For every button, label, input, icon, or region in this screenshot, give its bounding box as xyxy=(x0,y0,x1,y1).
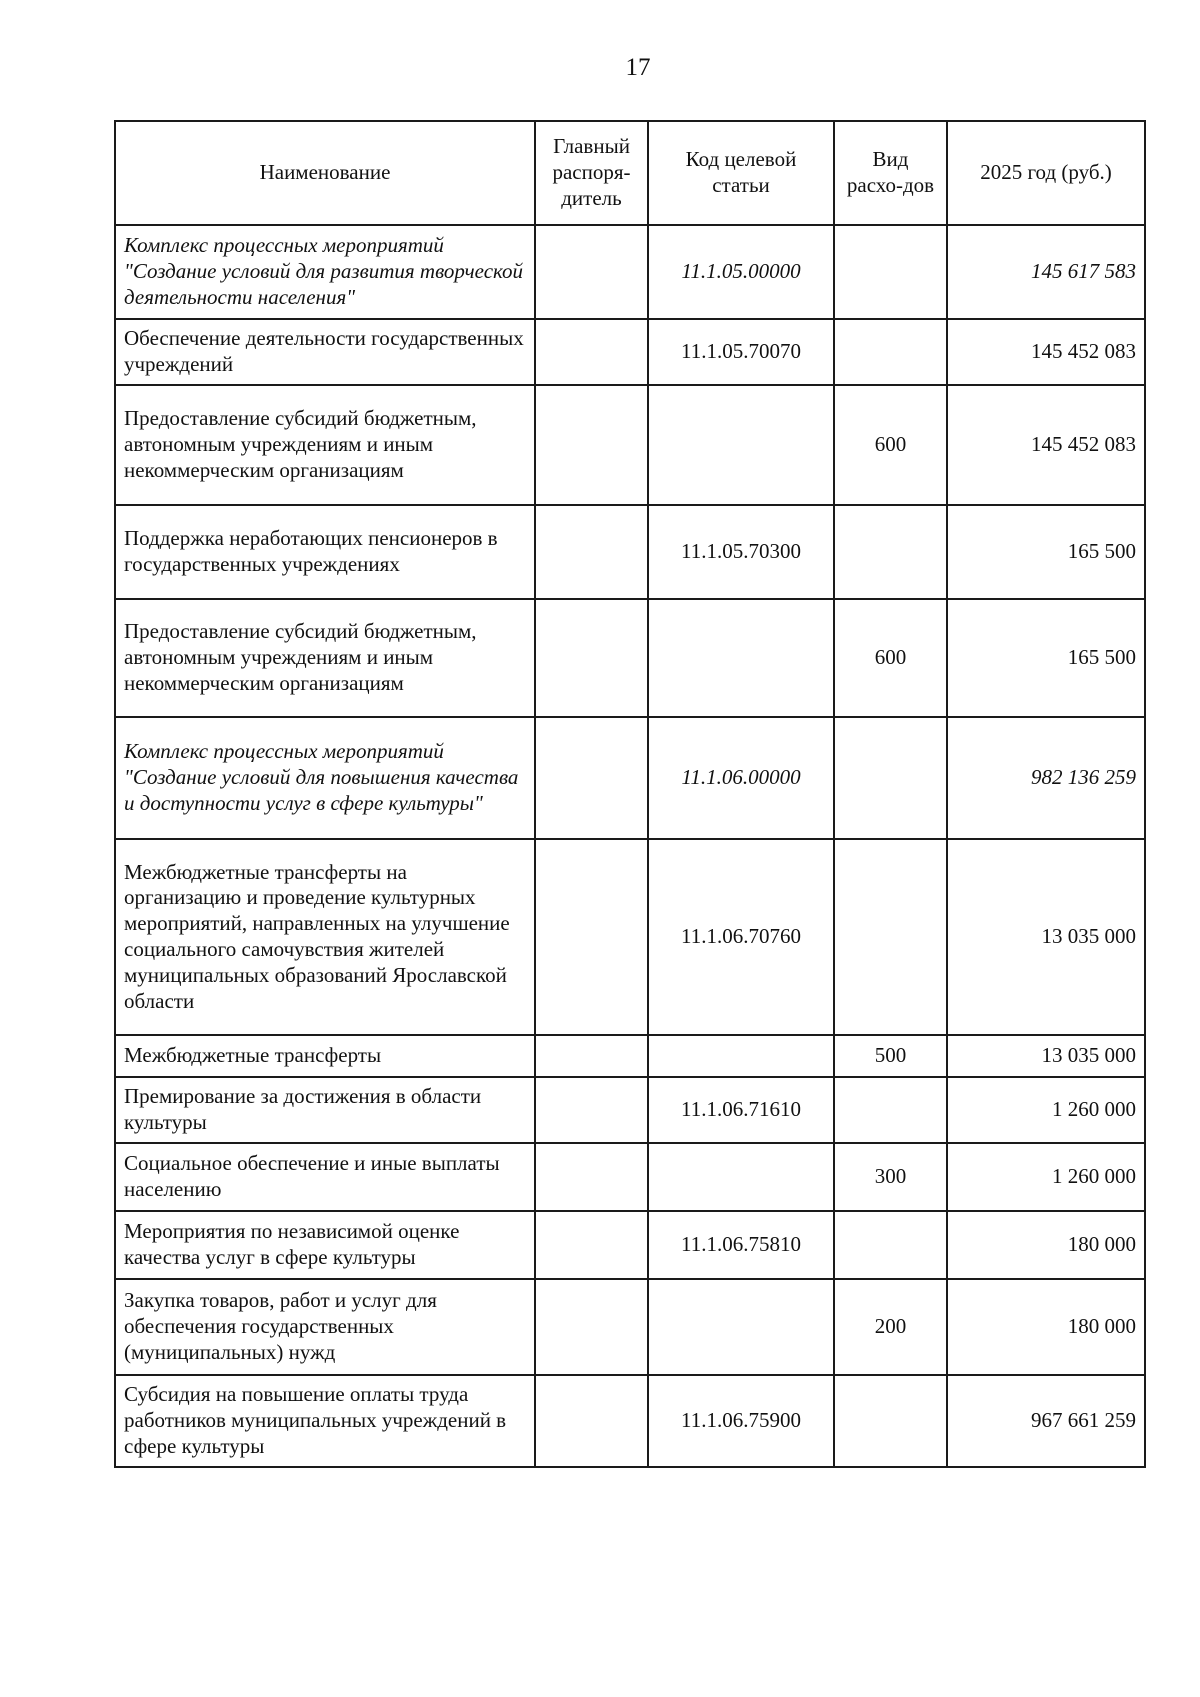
table-row xyxy=(115,839,1145,1035)
row-manager xyxy=(535,1375,648,1467)
row-manager xyxy=(535,717,648,839)
row-amount: 982 136 259 xyxy=(947,717,1145,839)
row-name: Субсидия на повышение оплаты труда работников муниципальных учреждений в сфере культуры xyxy=(115,1375,535,1467)
row-code xyxy=(648,1035,834,1077)
row-name: Межбюджетные трансферты на организацию и проведение культурных мероприятий, направленных на улучшение социального самочувствия жителей муниципальных образований Ярославской области xyxy=(115,839,535,1035)
row-manager xyxy=(535,505,648,599)
row-manager xyxy=(535,1077,648,1143)
row-amount: 165 500 xyxy=(947,599,1145,717)
row-name: Социальное обеспечение и иные выплаты населению xyxy=(115,1143,535,1211)
table-row xyxy=(115,505,1145,599)
header-expense-type: Вид расхо-дов xyxy=(834,121,947,225)
row-code xyxy=(648,1279,834,1375)
row-name: Закупка товаров, работ и услуг для обеспечения государственных (муниципальных) нужд xyxy=(115,1279,535,1375)
row-code: 11.1.05.00000 xyxy=(648,225,834,319)
table-row xyxy=(115,599,1145,717)
row-name: Предоставление субсидий бюджетным, автономным учреждениям и иным некоммерческим организациям xyxy=(115,385,535,505)
header-amount: 2025 год (руб.) xyxy=(947,121,1145,225)
row-name: Межбюджетные трансферты xyxy=(115,1035,535,1077)
row-manager xyxy=(535,225,648,319)
row-amount: 165 500 xyxy=(947,505,1145,599)
row-expense-type xyxy=(834,1077,947,1143)
row-expense-type: 200 xyxy=(834,1279,947,1375)
row-expense-type: 600 xyxy=(834,385,947,505)
row-expense-type xyxy=(834,505,947,599)
row-amount: 145 617 583 xyxy=(947,225,1145,319)
row-manager xyxy=(535,1211,648,1279)
row-manager xyxy=(535,839,648,1035)
table-row xyxy=(115,225,1145,319)
row-name: Комплекс процессных мероприятий "Создание условий для развития творческой деятельности населения" xyxy=(115,225,535,319)
table-row xyxy=(115,1279,1145,1375)
row-amount: 1 260 000 xyxy=(947,1143,1145,1211)
row-expense-type xyxy=(834,1375,947,1467)
row-name: Предоставление субсидий бюджетным, автономным учреждениям и иным некоммерческим организациям xyxy=(115,599,535,717)
row-name: Мероприятия по независимой оценке качества услуг в сфере культуры xyxy=(115,1211,535,1279)
row-expense-type xyxy=(834,839,947,1035)
table-row xyxy=(115,717,1145,839)
row-amount: 180 000 xyxy=(947,1211,1145,1279)
row-name: Комплекс процессных мероприятий "Создание условий для повышения качества и доступности услуг в сфере культуры" xyxy=(115,717,535,839)
row-amount: 180 000 xyxy=(947,1279,1145,1375)
row-expense-type xyxy=(834,717,947,839)
budget-table xyxy=(114,120,1146,1468)
row-name: Премирование за достижения в области культуры xyxy=(115,1077,535,1143)
row-amount: 145 452 083 xyxy=(947,319,1145,385)
row-expense-type: 600 xyxy=(834,599,947,717)
row-amount: 13 035 000 xyxy=(947,1035,1145,1077)
row-manager xyxy=(535,319,648,385)
header-code: Код целевой статьи xyxy=(648,121,834,225)
row-amount: 145 452 083 xyxy=(947,385,1145,505)
header-name: Наименование xyxy=(115,121,535,225)
row-code: 11.1.06.00000 xyxy=(648,717,834,839)
row-code xyxy=(648,599,834,717)
table-row xyxy=(115,319,1145,385)
row-manager xyxy=(535,385,648,505)
row-amount: 1 260 000 xyxy=(947,1077,1145,1143)
table-row xyxy=(115,1375,1145,1467)
row-code xyxy=(648,1143,834,1211)
table-row xyxy=(115,385,1145,505)
row-code xyxy=(648,385,834,505)
row-amount: 13 035 000 xyxy=(947,839,1145,1035)
row-manager xyxy=(535,1279,648,1375)
table-row xyxy=(115,1077,1145,1143)
row-expense-type xyxy=(834,1211,947,1279)
row-expense-type xyxy=(834,319,947,385)
table-row xyxy=(115,1143,1145,1211)
row-name: Обеспечение деятельности государственных учреждений xyxy=(115,319,535,385)
row-manager xyxy=(535,1035,648,1077)
header-manager: Главный распоря-дитель xyxy=(535,121,648,225)
table-header-row xyxy=(115,121,1145,225)
table-row xyxy=(115,1035,1145,1077)
row-code: 11.1.05.70300 xyxy=(648,505,834,599)
table-body xyxy=(115,225,1145,1467)
row-amount: 967 661 259 xyxy=(947,1375,1145,1467)
row-code: 11.1.06.70760 xyxy=(648,839,834,1035)
row-code: 11.1.06.75900 xyxy=(648,1375,834,1467)
row-expense-type: 500 xyxy=(834,1035,947,1077)
row-manager xyxy=(535,1143,648,1211)
row-manager xyxy=(535,599,648,717)
table-row xyxy=(115,1211,1145,1279)
row-code: 11.1.06.75810 xyxy=(648,1211,834,1279)
row-code: 11.1.05.70070 xyxy=(648,319,834,385)
page-number: 17 xyxy=(625,54,651,81)
row-expense-type xyxy=(834,225,947,319)
row-expense-type: 300 xyxy=(834,1143,947,1211)
row-name: Поддержка неработающих пенсионеров в государственных учреждениях xyxy=(115,505,535,599)
row-code: 11.1.06.71610 xyxy=(648,1077,834,1143)
